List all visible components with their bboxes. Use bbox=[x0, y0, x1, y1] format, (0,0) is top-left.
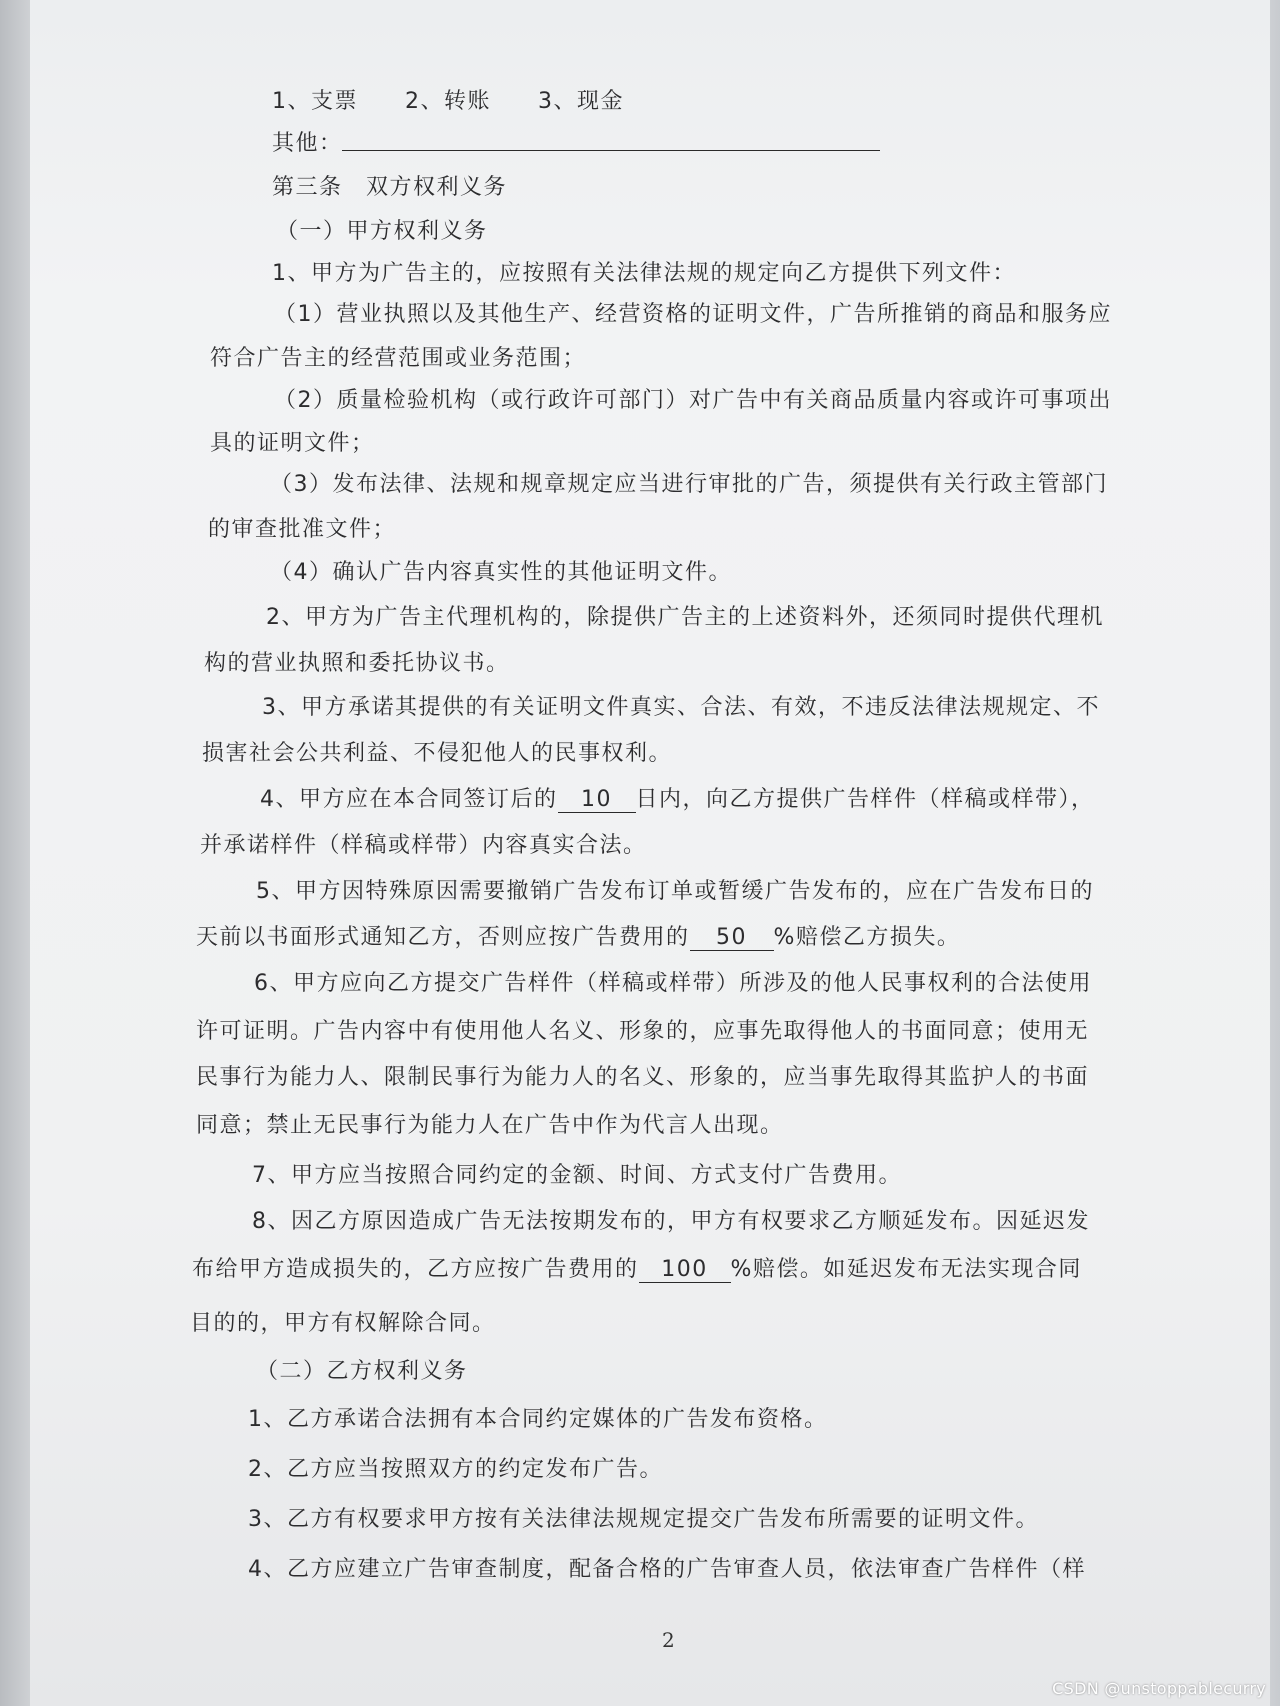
clause-8-pre: 布给甲方造成损失的，乙方应按广告费用的 bbox=[192, 1257, 639, 1282]
clause-5: 5、甲方因特殊原因需要撤销广告发布订单或暂缓广告发布的，应在广告发布日的 bbox=[256, 879, 1094, 904]
clause-5-pre: 天前以书面形式通知乙方，否则应按广告费用的 bbox=[196, 925, 690, 950]
clause-1-intro: 1、甲方为广告主的，应按照有关法律法规的规定向乙方提供下列文件： bbox=[272, 261, 1016, 286]
b-clause-2: 2、乙方应当按照双方的约定发布广告。 bbox=[248, 1457, 663, 1482]
clause-4-days-blank: 10 bbox=[558, 788, 636, 813]
clause-8-cont-2: 目的的，甲方有权解除合同。 bbox=[190, 1311, 496, 1336]
page-number: 2 bbox=[662, 1628, 675, 1652]
section-two-title: （二）乙方权利义务 bbox=[256, 1359, 468, 1384]
section-one-title: （一）甲方权利义务 bbox=[276, 219, 488, 244]
clause-6-cont-1: 许可证明。广告内容中有使用他人名义、形象的，应事先取得他人的书面同意；使用无 bbox=[196, 1019, 1090, 1044]
clause-4-pre: 4、甲方应在本合同签订后的 bbox=[260, 787, 558, 812]
clause-8-post: %赔偿。如延迟发布无法实现合同 bbox=[730, 1257, 1082, 1282]
clause-1-item3-cont: 的审查批准文件； bbox=[208, 517, 397, 542]
clause-5-cont bbox=[196, 920, 960, 951]
b-clause-1: 1、乙方承诺合法拥有本合同约定媒体的广告发布资格。 bbox=[248, 1407, 828, 1432]
other-label: 其他： bbox=[272, 131, 343, 156]
clause-2: 2、甲方为广告主代理机构的，除提供广告主的上述资料外，还须同时提供代理机 bbox=[266, 605, 1104, 630]
clause-8-cont-1 bbox=[192, 1252, 1082, 1283]
csdn-watermark: CSDN @unstoppablecurry bbox=[1052, 1679, 1266, 1698]
clause-1-item2-cont: 具的证明文件； bbox=[210, 431, 375, 456]
clause-2-cont: 构的营业执照和委托协议书。 bbox=[204, 651, 510, 676]
b-clause-4: 4、乙方应建立广告审查制度，配备合格的广告审查人员，依法审查广告样件（样 bbox=[248, 1557, 1086, 1582]
clause-3: 3、甲方承诺其提供的有关证明文件真实、合法、有效，不违反法律法规规定、不 bbox=[262, 695, 1100, 720]
clause-5-post: %赔偿乙方损失。 bbox=[773, 925, 961, 950]
clause-6-cont-2: 民事行为能力人、限制民事行为能力人的名义、形象的，应当事先取得其监护人的书面 bbox=[196, 1065, 1090, 1090]
b-clause-3: 3、乙方有权要求甲方按有关法律法规规定提交广告发布所需要的证明文件。 bbox=[248, 1507, 1039, 1532]
clause-1-item1-cont: 符合广告主的经营范围或业务范围； bbox=[210, 346, 587, 371]
other-blank-line bbox=[342, 150, 880, 151]
clause-6-cont-3: 同意；禁止无民事行为能力人在广告中作为代言人出现。 bbox=[196, 1113, 784, 1138]
clause-8: 8、因乙方原因造成广告无法按期发布的，甲方有权要求乙方顺延发布。因延迟发 bbox=[252, 1209, 1090, 1234]
clause-1-item4: （4）确认广告内容真实性的其他证明文件。 bbox=[270, 560, 732, 585]
clause-4-post: 日内，向乙方提供广告样件（样稿或样带）， bbox=[635, 787, 1095, 812]
clause-3-cont: 损害社会公共利益、不侵犯他人的民事权利。 bbox=[202, 741, 673, 766]
payment-options: 1、支票 2、转账 3、现金 bbox=[272, 89, 624, 114]
clause-7: 7、甲方应当按照合同约定的金额、时间、方式支付广告费用。 bbox=[252, 1163, 902, 1188]
clause-1-item2: （2）质量检验机构（或行政许可部门）对广告中有关商品质量内容或许可事项出 bbox=[274, 388, 1112, 413]
clause-4 bbox=[260, 782, 1095, 813]
clause-4-cont: 并承诺样件（样稿或样带）内容真实合法。 bbox=[200, 833, 647, 858]
clause-8-percent-blank: 100 bbox=[639, 1258, 731, 1283]
article-title: 第三条 双方权利义务 bbox=[272, 175, 508, 200]
contract-page bbox=[30, 0, 1270, 1706]
clause-5-percent-blank: 50 bbox=[690, 926, 774, 951]
clause-1-item3: （3）发布法律、法规和规章规定应当进行审批的广告，须提供有关行政主管部门 bbox=[270, 472, 1108, 497]
clause-6: 6、甲方应向乙方提交广告样件（样稿或样带）所涉及的他人民事权利的合法使用 bbox=[254, 971, 1092, 996]
clause-1-item1: （1）营业执照以及其他生产、经营资格的证明文件，广告所推销的商品和服务应 bbox=[274, 302, 1112, 327]
